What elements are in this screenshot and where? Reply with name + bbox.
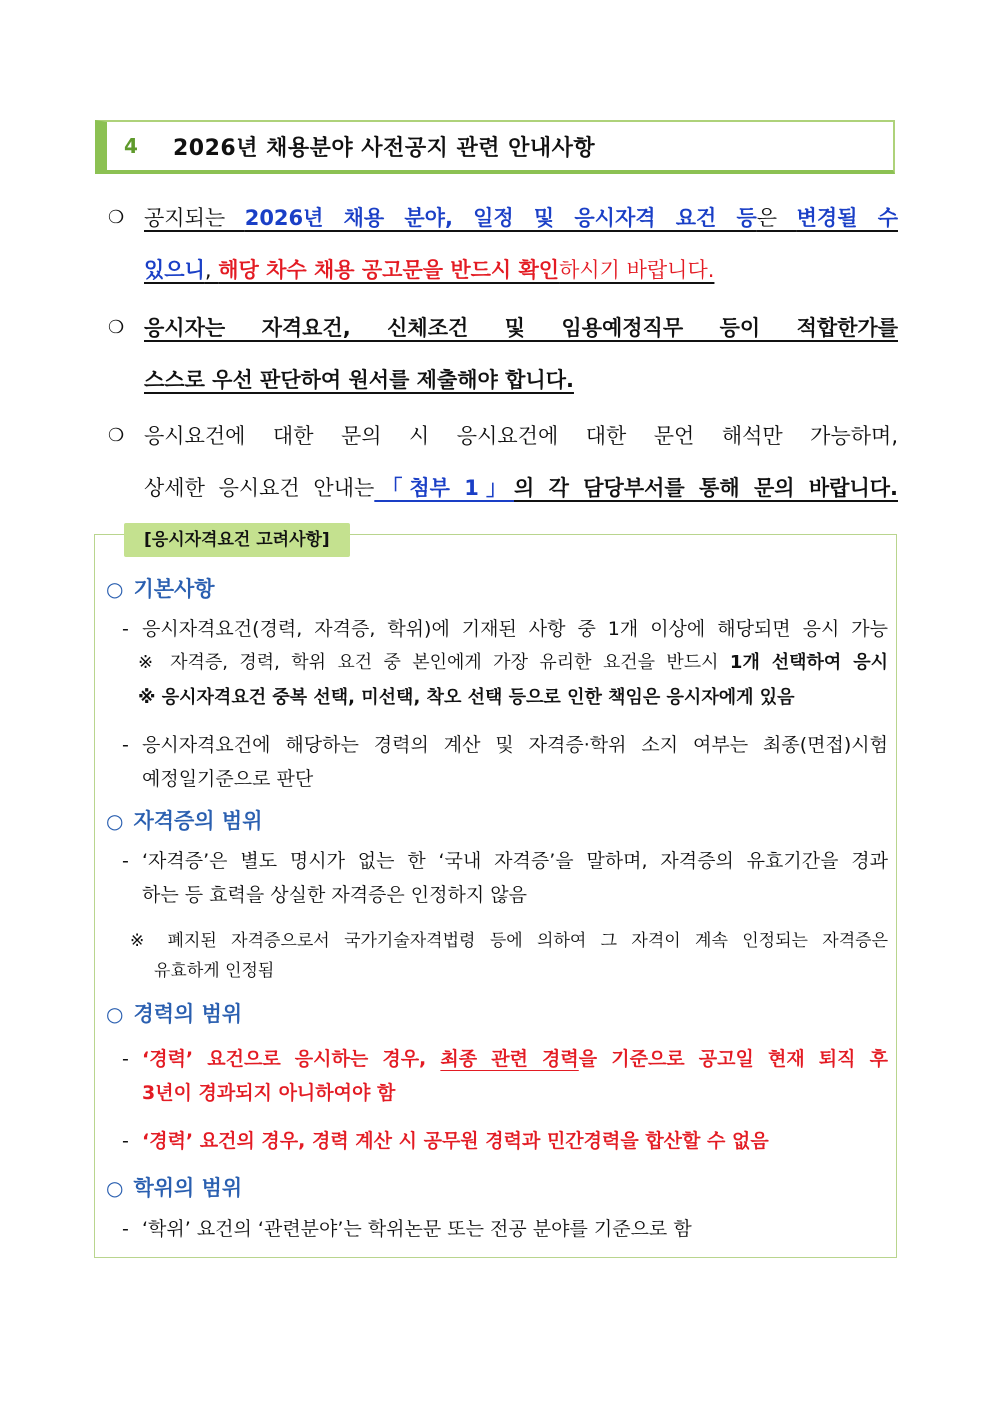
section-number: 4 (124, 134, 138, 158)
item-text: ‘학위’ 요건의 ‘관련분야’는 학위논문 또는 전공 분야를 기준으로 함 (142, 1218, 692, 1240)
subheading-text: 기본사항 (133, 577, 215, 601)
highlight-blue: 2026년 채용 분야, 일정 및 응시자격 요건 등 (244, 206, 757, 230)
item-text: ‘경력’ 요건의 경우, 경력 계산 시 공무원 경력과 민간경력을 합산할 수 없음 (142, 1130, 769, 1152)
note-text-bold: 1개 선택하여 응시 (729, 652, 888, 673)
item-text: 하는 등 효력을 상실한 자격증은 인정하지 않음 (142, 884, 527, 906)
bullet-marker: ❍ (108, 425, 125, 446)
highlight-blue: 있으니 (144, 258, 205, 282)
text: 상세한 응시요건 안내는 (144, 476, 375, 500)
bullet-2-line-2: 스스로 우선 판단하여 원서를 제출해야 합니다. (144, 368, 574, 392)
text: 은 (756, 206, 797, 230)
dash-marker: - (122, 734, 129, 756)
circle-marker: ○ (106, 1176, 124, 1200)
text: 공지되는 (144, 206, 245, 230)
dash-marker: - (122, 1130, 129, 1152)
bullet-3-line-2 (144, 462, 898, 514)
cert-note-1 (130, 926, 888, 986)
section-header (95, 120, 895, 174)
item-text: 예정일기준으로 판단 (142, 768, 314, 790)
notice-bullet-3 (108, 410, 898, 514)
item-text: 3년이 경과되지 아니하여야 함 (142, 1082, 396, 1104)
subheading-degree (106, 1172, 242, 1202)
note-text: 유효하게 인정됨 (154, 961, 275, 981)
dash-marker: - (122, 1048, 129, 1070)
bullet-2-line-1: 응시자는 자격요건, 신체조건 및 임용예정직무 등이 적합한가를 (144, 316, 898, 340)
subheading-text: 학위의 범위 (133, 1176, 243, 1200)
dash-marker: - (122, 850, 129, 872)
bullet-3-line-1: 응시요건에 대한 문의 시 응시요건에 대한 문언 해석만 가능하며, (144, 424, 898, 448)
subheading-basic (106, 573, 215, 603)
text-bold: 의 각 담당부서를 통해 문의 바랍니다. (513, 476, 898, 500)
subheading-cert (106, 805, 262, 835)
note-text: ※ 자격증, 경력, 학위 요건 중 본인에게 가장 유리한 요건을 반드시 (138, 652, 730, 673)
highlight-red: 해당 차수 채용 공고문을 반드시 확인 (218, 258, 560, 282)
highlight-blue: 변경될 수 (796, 206, 898, 230)
bullet-marker: ❍ (108, 207, 125, 228)
dash-marker: - (122, 1218, 129, 1240)
bullet-marker: ❍ (108, 317, 125, 338)
subheading-career (106, 998, 242, 1028)
attachment-ref: 「첨부 1」 (374, 476, 514, 500)
circle-marker: ○ (106, 1002, 124, 1026)
notice-bullet-1 (108, 192, 898, 296)
item-text: ‘자격증’은 별도 명시가 없는 한 ‘국내 자격증’을 말하며, 자격증의 유효기간을 경과 (142, 850, 888, 872)
section-title: 2026년 채용분야 사전공지 관련 안내사항 (173, 135, 596, 161)
career-item-2 (122, 1124, 888, 1158)
item-text: ‘경력’ 요건으로 응시하는 경우, (142, 1048, 441, 1070)
requirements-box-tab: [응시자격요건 고려사항] (124, 523, 350, 557)
cert-item-1 (122, 844, 888, 912)
notice-bullet-2 (108, 302, 898, 406)
subheading-text: 자격증의 범위 (133, 809, 263, 833)
subheading-text: 경력의 범위 (133, 1002, 243, 1026)
bullet-1-line-2 (144, 244, 876, 296)
text-red: 하시기 바랍니다. (559, 258, 715, 282)
dash-marker: - (122, 618, 129, 640)
item-text: 응시자격요건에 해당하는 경력의 계산 및 자격증·학위 소지 여부는 최종(면접)시험 (142, 734, 888, 756)
degree-item-1 (122, 1212, 888, 1246)
note-text: ※ 폐지된 자격증으로서 국가기술자격법령 등에 의하여 그 자격이 계속 인정되는 자격증은 (130, 931, 888, 951)
item-text: 을 기준으로 공고일 현재 퇴직 후 (578, 1048, 888, 1070)
basic-item-1 (122, 612, 888, 646)
bullet-1-line-1 (144, 192, 898, 244)
item-text: 응시자격요건(경력, 자격증, 학위)에 기재된 사항 중 1개 이상에 해당되면 응시 가능 (142, 618, 888, 640)
basic-note-2: ※ 응시자격요건 중복 선택, 미선택, 착오 선택 등으로 인한 책임은 응시자에게 있음 (138, 687, 795, 708)
circle-marker: ○ (106, 809, 124, 833)
circle-marker: ○ (106, 577, 124, 601)
item-text-underlined: 최종 관련 경력 (440, 1048, 579, 1070)
text: , (204, 258, 219, 282)
basic-item-2 (122, 728, 888, 796)
basic-note-1 (138, 647, 888, 679)
career-item-1 (122, 1042, 888, 1110)
